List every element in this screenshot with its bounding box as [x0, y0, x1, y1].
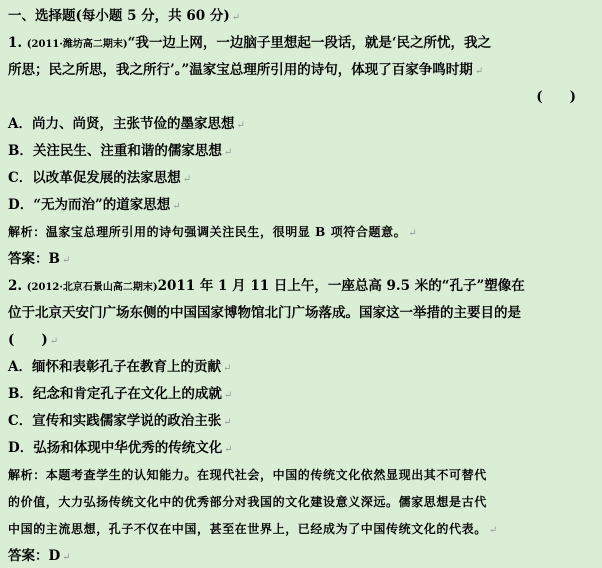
paragraph-mark: ↵: [49, 336, 59, 347]
q2-option-c: [8, 411, 596, 433]
paragraph-mark: ↵: [236, 120, 245, 131]
q1-stem-line1: [8, 33, 596, 55]
paragraph-mark: ↵: [224, 444, 233, 455]
q2-analysis-line2: [8, 492, 596, 512]
q1-option-a: [8, 114, 596, 136]
paragraph-mark: ↵: [172, 201, 181, 212]
q2-stem-text2: 位于北京天安门广场东侧的中国国家博物馆北门广场落成。国家这一举措的主要目的是: [8, 305, 521, 321]
paragraph-mark: ↵: [488, 525, 498, 536]
q2-option-a-text: A．缅怀和表彰孔子在教育上的贡献: [8, 359, 221, 375]
q1-option-d-text: D．“无为而治”的道家思想: [8, 197, 171, 213]
q1-option-c: [8, 168, 596, 190]
paragraph-mark: ↵: [182, 174, 192, 185]
section-header: [8, 6, 596, 28]
q2-option-d: [8, 438, 596, 460]
section-header-text: 一、选择题(每小题 5 分，共 60 分): [8, 8, 230, 24]
paragraph-mark: ↵: [222, 363, 232, 374]
q1-stem-line2: [8, 60, 596, 82]
paragraph-mark: ↵: [474, 66, 484, 77]
paragraph-mark: ↵: [408, 228, 418, 239]
paragraph-mark: ↵: [223, 417, 232, 428]
q2-stem-text1: 2011 年 1 月 11 日上午，一座总高 9.5 米的“孔子”塑像在: [157, 278, 525, 294]
q1-option-c-text: C．以改革促发展的法家思想: [8, 170, 181, 186]
q2-analysis-line1: [8, 465, 596, 485]
q2-analysis-text2: 的价值，大力弘扬传统文化中的优秀部分对我国的文化建设意义深远。儒家思想是古代: [8, 495, 487, 509]
q2-stem-line2: [8, 303, 596, 323]
q2-answer-paren: ( ): [8, 332, 48, 348]
q1-answer-paren: ( ): [536, 89, 576, 105]
q1-analysis-text: 解析：温家宝总理所引用的诗句强调关注民生，很明显 B 项符合题意。: [8, 225, 407, 239]
q2-option-b: [8, 384, 596, 406]
q1-number: 1.: [8, 35, 23, 51]
q1-stem-text2: 所思；民之所思，我之所行’。”温家宝总理所引用的诗句，体现了百家争鸣时期: [8, 62, 473, 78]
q2-analysis-text3: 中国的主流思想，孔子不仅在中国，甚至在世界上，已经成为了中国传统文化的代表。: [8, 522, 487, 536]
q2-paren-line: [8, 330, 596, 352]
q2-answer-text: 答案：D: [8, 548, 61, 564]
q1-answer: [8, 249, 596, 271]
q1-source: (2011·潍坊高二期末): [26, 39, 128, 50]
q1-analysis: [8, 222, 596, 244]
q2-answer: [8, 546, 596, 568]
q1-option-a-text: A．尚力、尚贤，主张节俭的墨家思想: [8, 116, 235, 132]
q2-option-c-text: C．宣传和实践儒家学说的政治主张: [8, 413, 222, 429]
paragraph-mark: ↵: [62, 552, 71, 563]
q2-number: 2.: [8, 278, 23, 294]
q2-analysis-line3: [8, 519, 596, 541]
q2-option-b-text: B．纪念和肯定孔子在文化上的成就: [8, 386, 222, 402]
q2-analysis-text1: 解析：本题考查学生的认知能力。在现代社会，中国的传统文化依然显现出其不可替代: [8, 468, 487, 482]
q1-option-b: [8, 141, 596, 163]
paragraph-mark: ↵: [223, 147, 233, 158]
q2-option-a: [8, 357, 596, 379]
q2-option-d-text: D．弘扬和体现中华优秀的传统文化: [8, 440, 223, 456]
q2-source: (2012·北京石景山高二期末): [26, 282, 158, 293]
paragraph-mark: ↵: [223, 390, 233, 401]
q1-option-d: [8, 195, 596, 217]
q2-stem-line1: [8, 276, 596, 298]
q1-stem-text1: “我一边上网，一边脑子里想起一段话，就是‘民之所忧，我之: [127, 35, 492, 51]
q1-option-b-text: B．关注民生、注重和谐的儒家思想: [8, 143, 222, 159]
paragraph-mark: ↵: [61, 255, 71, 266]
paragraph-mark: ↵: [231, 12, 241, 23]
q1-answer-text: 答案：B: [8, 251, 60, 267]
